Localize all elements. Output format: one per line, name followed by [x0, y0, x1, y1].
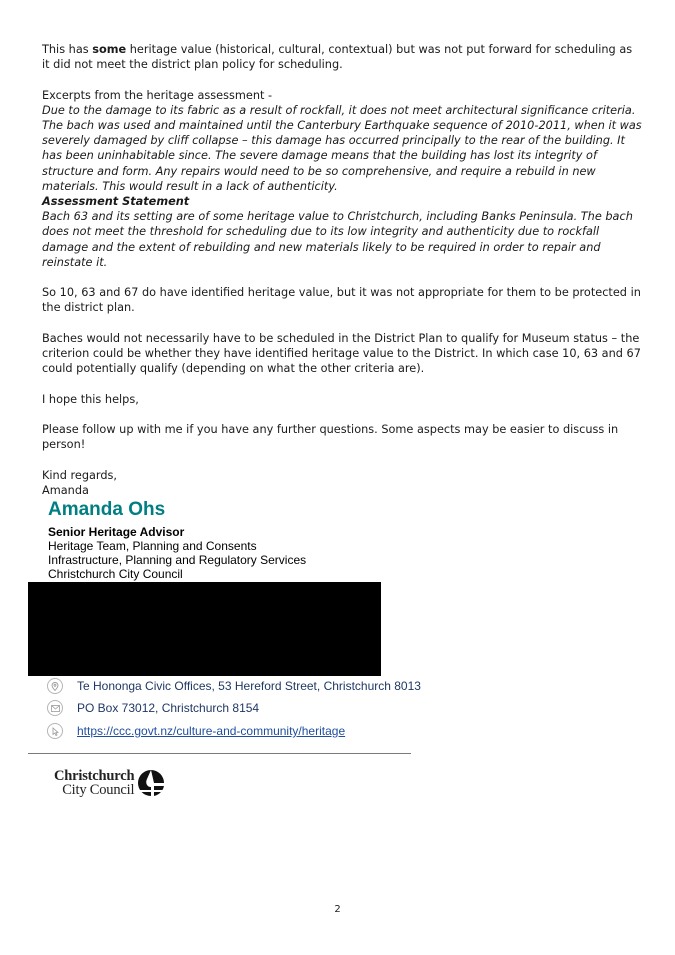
- cursor-click-icon: [47, 723, 63, 739]
- council-emblem-icon: [137, 769, 165, 797]
- excerpt-text: Due to the damage to its fabric as a result of rockfall, it does not meet architectural significance criteria. The bach was used and maintained until the Canterbury Earthquake sequence of 2010-2011, when it was severely damaged by cliff collapse – this damage has occurred principally to the rear of the building. It has been uninhabitable since. The severe damage means that the building has lost its integrity of structure and form. Any repairs would need to be so comprehensive, and require a rebuild in new materials. This would result in a lack of authenticity.: [42, 103, 642, 193]
- p1-bold-word: some: [92, 43, 127, 56]
- hope-paragraph: I hope this helps,: [42, 392, 139, 406]
- signature-org: Christchurch City Council: [48, 567, 183, 581]
- p1-text-start: This has: [42, 43, 93, 56]
- address-row: [47, 678, 421, 694]
- excerpts-label: Excerpts from the heritage assessment -: [42, 88, 273, 102]
- baches-paragraph: Baches would not necessarily have to be scheduled in the District Plan to qualify for Museum status – the criterion could be whether they have identified heritage value to the District. In which case 10, 63 and 67 could potentially qualify (depending on what the other criteria are).: [42, 331, 641, 376]
- p1-text-end: heritage value (historical, cultural, contextual) but was not put forward for scheduling as it did not meet the district plan policy for scheduling.: [42, 43, 633, 72]
- email-body: [42, 42, 642, 498]
- council-logo: [54, 769, 165, 797]
- logo-line-1: Christchurch: [54, 768, 135, 784]
- email-signature: [48, 499, 306, 581]
- assessment-heading: Assessment Statement: [42, 195, 190, 209]
- signature-unit: Infrastructure, Planning and Regulatory Services: [48, 553, 307, 567]
- location-pin-icon: [47, 678, 63, 694]
- redacted-block: [28, 582, 381, 676]
- closing-name: Amanda: [42, 483, 89, 497]
- logo-line-2: City Council: [62, 782, 135, 798]
- address-text: Te Hononga Civic Offices, 53 Hereford Street, Christchurch 8013: [77, 679, 421, 693]
- signature-name: Amanda Ohs: [48, 499, 166, 520]
- page-number: 2: [334, 904, 341, 915]
- signature-divider: [28, 753, 411, 754]
- logo-wordmark: [54, 769, 134, 797]
- website-link[interactable]: https://ccc.govt.nz/culture-and-community/heritage: [77, 724, 346, 738]
- identified-value-paragraph: So 10, 63 and 67 do have identified heritage value, but it was not appropriate for them to be protected in the district plan.: [42, 286, 641, 315]
- mail-icon: [47, 700, 63, 716]
- website-row: [47, 723, 345, 739]
- signature-title: Senior Heritage Advisor: [48, 525, 185, 539]
- assessment-text: Bach 63 and its setting are of some heritage value to Christchurch, including Banks Peninsula. The bach does not meet the threshold for scheduling due to its low integrity and authenticity due to rockfall damage and the extent of rebuilding and new materials likely to be required in order to repair and reinstate it.: [42, 210, 633, 269]
- followup-paragraph: Please follow up with me if you have any further questions. Some aspects may be easier to discuss in person!: [42, 423, 619, 452]
- closing-line: Kind regards,: [42, 468, 118, 482]
- pobox-row: [47, 700, 259, 716]
- pobox-text: PO Box 73012, Christchurch 8154: [77, 701, 260, 715]
- signature-team: Heritage Team, Planning and Consents: [48, 539, 257, 553]
- heritage-value-paragraph: [42, 42, 642, 72]
